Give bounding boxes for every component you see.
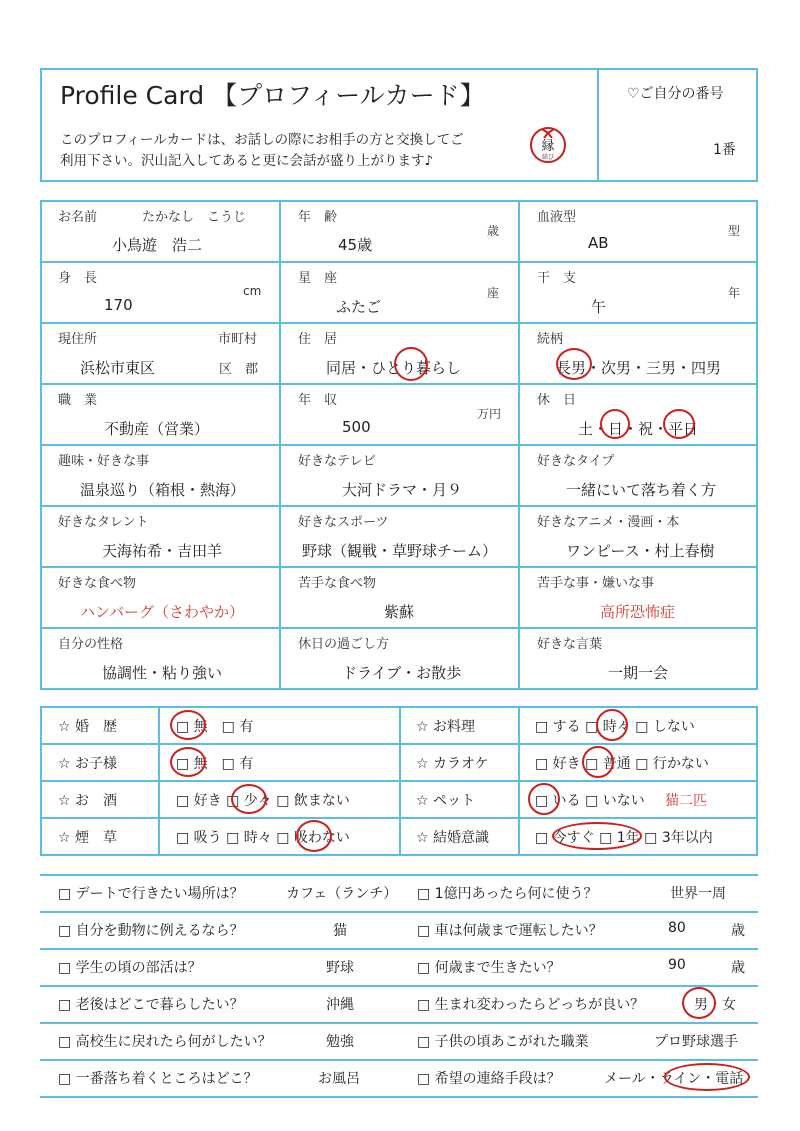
- qa-answer-12-selected-mark: [664, 1063, 750, 1091]
- badfood-label: 苦手な食べ物: [298, 576, 377, 591]
- qa-answer-12: メール・ライン・電話: [604, 1071, 744, 1087]
- address-label: 現住所: [58, 332, 98, 347]
- anime-value: ワンピース・村上春樹: [566, 542, 715, 560]
- qa-question-8: □ 生まれ変わったらどっちが良い？: [417, 997, 645, 1013]
- income-unit: 万円: [477, 407, 502, 421]
- eto-label: 干 支: [537, 271, 577, 286]
- residence-value: 同居・ひとり暮らし: [326, 359, 462, 377]
- grid-row-divider-1: [40, 261, 758, 263]
- svg-text:結び: 結び: [541, 154, 555, 161]
- qa-answer-4-unit: 歳: [731, 923, 745, 939]
- marriage-options[interactable]: □ 無 □ 有: [176, 719, 254, 735]
- tv-value: 大河ドラマ・月９: [342, 481, 463, 499]
- weekend-value: ドライブ・お散歩: [342, 664, 462, 682]
- sibling-value: 長男・次男・三男・四男: [556, 359, 722, 377]
- alcohol-options[interactable]: □ 好き □ 少々 □ 飲まない: [176, 793, 350, 809]
- height-label: 身 長: [58, 271, 98, 286]
- dislike-value: 高所恐怖症: [600, 603, 676, 621]
- income-value: 500: [342, 418, 371, 436]
- qa-answer-11: お風呂: [318, 1071, 360, 1087]
- name-value: 小鳥遊 浩二: [112, 236, 203, 254]
- eto-value: 午: [591, 298, 607, 316]
- residence-label: 住 居: [298, 332, 338, 347]
- sport-label: 好きなスポーツ: [298, 515, 389, 530]
- grid-row-divider-6: [40, 566, 758, 568]
- dislike-label: 苦手な事・嫌いな事: [537, 576, 655, 591]
- height-value: 170: [104, 296, 133, 314]
- holiday-sunday-mark: [600, 409, 630, 439]
- sport-value: 野球（観戦・草野球チーム）: [302, 542, 498, 560]
- check-row-divider-2: [40, 780, 758, 782]
- name-label: お名前: [58, 210, 98, 225]
- holiday-value: 土・日・祝・平日: [578, 420, 699, 438]
- number-label: ♡ご自分の番号: [627, 86, 724, 102]
- income-label: 年 収: [298, 393, 338, 408]
- svg-text:縁: 縁: [541, 139, 555, 154]
- cooking-selected-mark: [596, 709, 628, 741]
- qa-answer-2: 世界一周: [670, 886, 726, 902]
- personality-label: 自分の性格: [58, 637, 124, 652]
- grid-row-divider-5: [40, 505, 758, 507]
- marriage-intent-options[interactable]: □ 今すぐ □ 1年 □ 3年以内: [535, 830, 713, 846]
- enmusubi-logo: [528, 124, 568, 164]
- smoking-label: ☆ 煙 草: [58, 830, 118, 846]
- qa-answer-6: 90: [668, 957, 686, 973]
- qa-question-4: □ 車は何歳まで運転したい？: [417, 923, 603, 939]
- pet-label: ☆ ペット: [416, 793, 476, 809]
- header-divider: [597, 68, 599, 182]
- header-description-line2: 利用下さい。沢山記入してあると更に会話が盛り上がります♪: [60, 153, 434, 169]
- hobby-label: 趣味・好きな事: [58, 454, 150, 469]
- check-row-divider-3: [40, 817, 758, 819]
- qa-question-2: □ 1億円あったら何に使う？: [417, 886, 598, 902]
- cooking-label: ☆ お料理: [416, 719, 476, 735]
- weekend-label: 休日の過ごし方: [298, 637, 390, 652]
- qa-answer-9: 勉強: [326, 1034, 354, 1050]
- qa-answer-3: 猫: [333, 923, 347, 939]
- sibling-label: 続柄: [537, 332, 564, 347]
- zodiac-label: 星 座: [298, 271, 338, 286]
- qa-answer-10: プロ野球選手: [654, 1034, 738, 1050]
- qa-bottom-line: [40, 1096, 758, 1098]
- badfood-value: 紫蘇: [384, 603, 415, 621]
- marriage-label: ☆ 婚 歴: [58, 719, 118, 735]
- grid-row-divider-3: [40, 383, 758, 385]
- number-value: 1番: [713, 142, 736, 158]
- zodiac-unit: 座: [487, 286, 500, 300]
- age-label: 年 齢: [298, 210, 338, 225]
- smoking-selected-mark: [296, 820, 332, 852]
- personality-value: 協調性・粘り強い: [102, 664, 223, 682]
- pet-selected-mark: [528, 783, 560, 815]
- qa-answer-8: 男・女: [694, 997, 736, 1013]
- qa-answer-5: 野球: [326, 960, 354, 976]
- header-description-line1: このプロフィールカードは、お話しの際にお相手の方と交換してご: [60, 132, 464, 148]
- job-label: 職 業: [58, 393, 98, 408]
- qa-answer-7: 沖縄: [326, 997, 354, 1013]
- age-unit: 歳: [487, 224, 500, 238]
- marriage-intent-selected-mark: [552, 822, 642, 850]
- tv-label: 好きなテレビ: [298, 454, 376, 469]
- name-kana: たかなし こうじ: [142, 210, 247, 225]
- qa-answer-8-selected-mark: [682, 987, 716, 1019]
- karaoke-label: ☆ カラオケ: [416, 756, 489, 772]
- talent-value: 天海祐希・吉田羊: [102, 542, 223, 560]
- page-title: Profile Card 【プロフィールカード】: [60, 81, 485, 110]
- food-value: ハンバーグ（さわやか）: [80, 603, 244, 621]
- qa-answer-1: カフェ（ランチ）: [286, 886, 398, 902]
- holiday-label: 休 日: [537, 393, 577, 408]
- alcohol-selected-mark: [231, 784, 267, 814]
- food-label: 好きな食べ物: [58, 576, 137, 591]
- smoking-options[interactable]: □ 吸う □ 時々 □ 吸わない: [176, 830, 350, 846]
- qa-top-line: [40, 874, 758, 876]
- qa-question-5: □ 学生の頃の部活は？: [58, 960, 202, 976]
- grid-row-divider-4: [40, 444, 758, 446]
- pet-note: 猫二匹: [665, 793, 707, 809]
- qa-divider-2: [40, 948, 758, 950]
- qa-question-6: □ 何歳まで生きたい？: [417, 960, 561, 976]
- qa-question-3: □ 自分を動物に例えるなら？: [58, 923, 244, 939]
- children-options[interactable]: □ 無 □ 有: [176, 756, 254, 772]
- qa-answer-6-unit: 歳: [731, 960, 745, 976]
- marriage-selected-mark: [170, 710, 206, 740]
- qa-divider-4: [40, 1022, 758, 1024]
- qa-question-1: □ デートで行きたい場所は？: [58, 886, 244, 902]
- karaoke-selected-mark: [582, 746, 614, 778]
- qa-divider-5: [40, 1059, 758, 1061]
- address-unit-ward: 区 郡: [219, 362, 259, 377]
- age-value: 45歳: [338, 236, 373, 254]
- word-value: 一期一会: [608, 664, 669, 682]
- qa-question-11: □ 一番落ち着くところはどこ？: [58, 1071, 258, 1087]
- job-value: 不動産（営業）: [104, 420, 210, 438]
- pet-options[interactable]: □ いる □ いない: [535, 793, 645, 809]
- qa-divider-1: [40, 911, 758, 913]
- grid-row-divider-7: [40, 627, 758, 629]
- qa-question-12: □ 希望の連絡手段は？: [417, 1071, 561, 1087]
- qa-answer-4: 80: [668, 920, 686, 936]
- qa-question-7: □ 老後はどこで暮らしたい？: [58, 997, 244, 1013]
- height-unit: cm: [243, 284, 262, 298]
- grid-row-divider-2: [40, 322, 758, 324]
- anime-label: 好きなアニメ・漫画・本: [537, 515, 680, 530]
- marriage-intent-label: ☆ 結婚意識: [416, 830, 490, 846]
- blood-label: 血液型: [537, 210, 577, 225]
- address-value: 浜松市東区: [80, 359, 156, 377]
- eto-unit: 年: [728, 286, 741, 300]
- address-unit-city: 市町村: [218, 332, 258, 347]
- check-row-divider-1: [40, 743, 758, 745]
- type-value: 一緒にいて落ち着く方: [566, 481, 717, 499]
- qa-question-9: □ 高校生に戻れたら何がしたい？: [58, 1034, 272, 1050]
- blood-value: AB: [588, 234, 609, 252]
- blood-unit: 型: [728, 224, 741, 238]
- type-label: 好きなタイプ: [537, 454, 615, 469]
- qa-question-10: □ 子供の頃あこがれた職業: [417, 1034, 589, 1050]
- zodiac-value: ふたご: [336, 298, 382, 316]
- sibling-selected-mark: [556, 348, 592, 380]
- qa-divider-3: [40, 985, 758, 987]
- residence-selected-mark: [394, 347, 428, 381]
- karaoke-options[interactable]: □ 好き □ 普通 □ 行かない: [535, 756, 709, 772]
- word-label: 好きな言葉: [537, 637, 603, 652]
- holiday-weekday-mark: [663, 409, 695, 439]
- talent-label: 好きなタレント: [58, 515, 149, 530]
- children-selected-mark: [170, 747, 206, 777]
- children-label: ☆ お子様: [58, 756, 118, 772]
- alcohol-label: ☆ お 酒: [58, 793, 118, 809]
- cooking-options[interactable]: □ する □ 時々 □ しない: [535, 719, 695, 735]
- hobby-value: 温泉巡り（箱根・熱海）: [80, 481, 246, 499]
